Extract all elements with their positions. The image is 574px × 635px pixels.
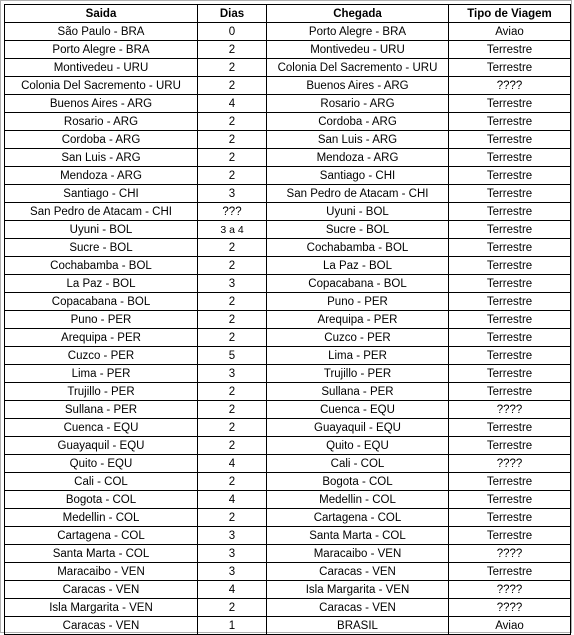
cell-dias: 2 (198, 131, 267, 149)
table-row (5, 401, 571, 419)
cell-chegada: Mendoza - ARG (267, 149, 449, 167)
cell-chegada: Colonia Del Sacremento - URU (267, 59, 449, 77)
cell-dias: 2 (198, 419, 267, 437)
cell-chegada: Caracas - VEN (267, 563, 449, 581)
cell-saida: Quito - EQU (5, 455, 198, 473)
cell-saida: Lima - PER (5, 365, 198, 383)
cell-tipo: Terrestre (449, 275, 571, 293)
cell-dias: 2 (198, 437, 267, 455)
cell-dias: 2 (198, 59, 267, 77)
cell-saida: Rosario - ARG (5, 113, 198, 131)
cell-saida: Cuenca - EQU (5, 419, 198, 437)
cell-tipo: Terrestre (449, 509, 571, 527)
cell-saida: Puno - PER (5, 311, 198, 329)
cell-tipo: Aviao (449, 617, 571, 635)
cell-dias: 2 (198, 383, 267, 401)
cell-dias: 5 (198, 347, 267, 365)
cell-dias: 3 (198, 527, 267, 545)
cell-saida: Trujillo - PER (5, 383, 198, 401)
table-row (5, 23, 571, 41)
cell-tipo: Terrestre (449, 131, 571, 149)
cell-chegada: San Pedro de Atacam - CHI (267, 185, 449, 203)
cell-tipo: Terrestre (449, 491, 571, 509)
cell-tipo: ???? (449, 401, 571, 419)
cell-tipo: Terrestre (449, 311, 571, 329)
cell-chegada: Arequipa - PER (267, 311, 449, 329)
cell-dias: 2 (198, 113, 267, 131)
cell-tipo: Aviao (449, 23, 571, 41)
cell-tipo: Terrestre (449, 419, 571, 437)
table-row (5, 203, 571, 221)
cell-tipo: ???? (449, 581, 571, 599)
cell-chegada: BRASIL (267, 617, 449, 635)
cell-tipo: ???? (449, 599, 571, 617)
cell-saida: Sullana - PER (5, 401, 198, 419)
header-row (5, 5, 571, 23)
cell-dias: 2 (198, 473, 267, 491)
cell-saida: Buenos Aires - ARG (5, 95, 198, 113)
table-row (5, 293, 571, 311)
table-row (5, 329, 571, 347)
cell-chegada: Uyuni - BOL (267, 203, 449, 221)
header-dias: Dias (198, 5, 267, 23)
cell-chegada: Rosario - ARG (267, 95, 449, 113)
cell-chegada: Montivedeu - URU (267, 41, 449, 59)
cell-saida: Porto Alegre - BRA (5, 41, 198, 59)
cell-chegada: Cuzco - PER (267, 329, 449, 347)
cell-saida: Cochabamba - BOL (5, 257, 198, 275)
cell-dias: 2 (198, 293, 267, 311)
table-row (5, 185, 571, 203)
cell-tipo: Terrestre (449, 563, 571, 581)
cell-tipo: Terrestre (449, 329, 571, 347)
header-chegada: Chegada (267, 5, 449, 23)
cell-saida: Guayaquil - EQU (5, 437, 198, 455)
cell-chegada: Trujillo - PER (267, 365, 449, 383)
table-row (5, 617, 571, 635)
table-row (5, 599, 571, 617)
table-row (5, 491, 571, 509)
cell-saida: San Pedro de Atacam - CHI (5, 203, 198, 221)
table-row (5, 455, 571, 473)
cell-tipo: Terrestre (449, 185, 571, 203)
cell-saida: Santa Marta - COL (5, 545, 198, 563)
cell-chegada: Porto Alegre - BRA (267, 23, 449, 41)
cell-chegada: Cochabamba - BOL (267, 239, 449, 257)
cell-tipo: Terrestre (449, 437, 571, 455)
cell-tipo: Terrestre (449, 293, 571, 311)
cell-dias: 3 (198, 545, 267, 563)
cell-saida: Copacabana - BOL (5, 293, 198, 311)
cell-chegada: Copacabana - BOL (267, 275, 449, 293)
cell-chegada: Cartagena - COL (267, 509, 449, 527)
cell-tipo: Terrestre (449, 527, 571, 545)
cell-saida: Colonia Del Sacremento - URU (5, 77, 198, 95)
cell-chegada: Cali - COL (267, 455, 449, 473)
cell-saida: Sucre - BOL (5, 239, 198, 257)
table-row (5, 419, 571, 437)
table-row (5, 41, 571, 59)
cell-tipo: Terrestre (449, 203, 571, 221)
cell-dias: 2 (198, 41, 267, 59)
cell-saida: Caracas - VEN (5, 581, 198, 599)
cell-tipo: Terrestre (449, 113, 571, 131)
cell-chegada: Buenos Aires - ARG (267, 77, 449, 95)
cell-dias: 2 (198, 509, 267, 527)
cell-saida: Medellin - COL (5, 509, 198, 527)
header-tipo: Tipo de Viagem (449, 5, 571, 23)
table-row (5, 383, 571, 401)
cell-dias: 4 (198, 581, 267, 599)
table-row (5, 437, 571, 455)
cell-tipo: Terrestre (449, 383, 571, 401)
cell-dias: 2 (198, 167, 267, 185)
table-row (5, 473, 571, 491)
cell-dias: 3 (198, 365, 267, 383)
cell-tipo: Terrestre (449, 473, 571, 491)
cell-saida: Mendoza - ARG (5, 167, 198, 185)
cell-saida: Bogota - COL (5, 491, 198, 509)
cell-tipo: ???? (449, 545, 571, 563)
cell-saida: La Paz - BOL (5, 275, 198, 293)
cell-dias: 3 (198, 275, 267, 293)
table-body (5, 23, 571, 635)
cell-saida: Caracas - VEN (5, 617, 198, 635)
header-saida: Saida (5, 5, 198, 23)
cell-tipo: Terrestre (449, 59, 571, 77)
table-row (5, 365, 571, 383)
cell-chegada: Santa Marta - COL (267, 527, 449, 545)
cell-saida: Cali - COL (5, 473, 198, 491)
cell-tipo: ???? (449, 77, 571, 95)
cell-tipo: Terrestre (449, 239, 571, 257)
table-row (5, 545, 571, 563)
cell-dias: 1 (198, 617, 267, 635)
table-row (5, 167, 571, 185)
cell-saida: Cordoba - ARG (5, 131, 198, 149)
table-row (5, 581, 571, 599)
cell-dias: 4 (198, 491, 267, 509)
table-row (5, 149, 571, 167)
cell-saida: San Luis - ARG (5, 149, 198, 167)
cell-dias: 4 (198, 455, 267, 473)
cell-saida: Cuzco - PER (5, 347, 198, 365)
cell-tipo: Terrestre (449, 167, 571, 185)
cell-dias: 2 (198, 149, 267, 167)
cell-chegada: Guayaquil - EQU (267, 419, 449, 437)
cell-chegada: Cuenca - EQU (267, 401, 449, 419)
table-row (5, 131, 571, 149)
cell-dias: 2 (198, 599, 267, 617)
cell-dias: ??? (198, 203, 267, 221)
cell-dias: 0 (198, 23, 267, 41)
cell-saida: Uyuni - BOL (5, 221, 198, 239)
table-row (5, 239, 571, 257)
cell-chegada: La Paz - BOL (267, 257, 449, 275)
cell-chegada: Caracas - VEN (267, 599, 449, 617)
cell-saida: Montivedeu - URU (5, 59, 198, 77)
cell-dias: 4 (198, 95, 267, 113)
table-row (5, 563, 571, 581)
cell-dias: 2 (198, 239, 267, 257)
cell-chegada: Isla Margarita - VEN (267, 581, 449, 599)
table-row (5, 77, 571, 95)
cell-dias: 3 (198, 563, 267, 581)
table-row (5, 95, 571, 113)
cell-chegada: Bogota - COL (267, 473, 449, 491)
cell-dias: 2 (198, 77, 267, 95)
cell-chegada: Maracaibo - VEN (267, 545, 449, 563)
cell-chegada: Quito - EQU (267, 437, 449, 455)
table-row (5, 275, 571, 293)
cell-saida: Santiago - CHI (5, 185, 198, 203)
cell-saida: São Paulo - BRA (5, 23, 198, 41)
itinerary-table (4, 4, 571, 635)
table-row (5, 311, 571, 329)
table-row (5, 347, 571, 365)
cell-tipo: ???? (449, 455, 571, 473)
table-row (5, 59, 571, 77)
cell-dias: 3 a 4 (198, 221, 267, 239)
cell-chegada: Lima - PER (267, 347, 449, 365)
cell-chegada: Santiago - CHI (267, 167, 449, 185)
cell-tipo: Terrestre (449, 41, 571, 59)
table-row (5, 113, 571, 131)
cell-chegada: San Luis - ARG (267, 131, 449, 149)
cell-tipo: Terrestre (449, 149, 571, 167)
cell-tipo: Terrestre (449, 95, 571, 113)
table-row (5, 509, 571, 527)
table-row (5, 257, 571, 275)
cell-tipo: Terrestre (449, 257, 571, 275)
table-row (5, 527, 571, 545)
cell-chegada: Sullana - PER (267, 383, 449, 401)
cell-chegada: Sucre - BOL (267, 221, 449, 239)
cell-saida: Maracaibo - VEN (5, 563, 198, 581)
cell-dias: 2 (198, 257, 267, 275)
cell-chegada: Cordoba - ARG (267, 113, 449, 131)
cell-saida: Cartagena - COL (5, 527, 198, 545)
cell-chegada: Puno - PER (267, 293, 449, 311)
cell-tipo: Terrestre (449, 347, 571, 365)
cell-dias: 2 (198, 311, 267, 329)
cell-dias: 2 (198, 329, 267, 347)
cell-tipo: Terrestre (449, 365, 571, 383)
cell-saida: Isla Margarita - VEN (5, 599, 198, 617)
cell-chegada: Medellin - COL (267, 491, 449, 509)
cell-tipo: Terrestre (449, 221, 571, 239)
cell-dias: 2 (198, 401, 267, 419)
table-row (5, 221, 571, 239)
cell-dias: 3 (198, 185, 267, 203)
cell-saida: Arequipa - PER (5, 329, 198, 347)
